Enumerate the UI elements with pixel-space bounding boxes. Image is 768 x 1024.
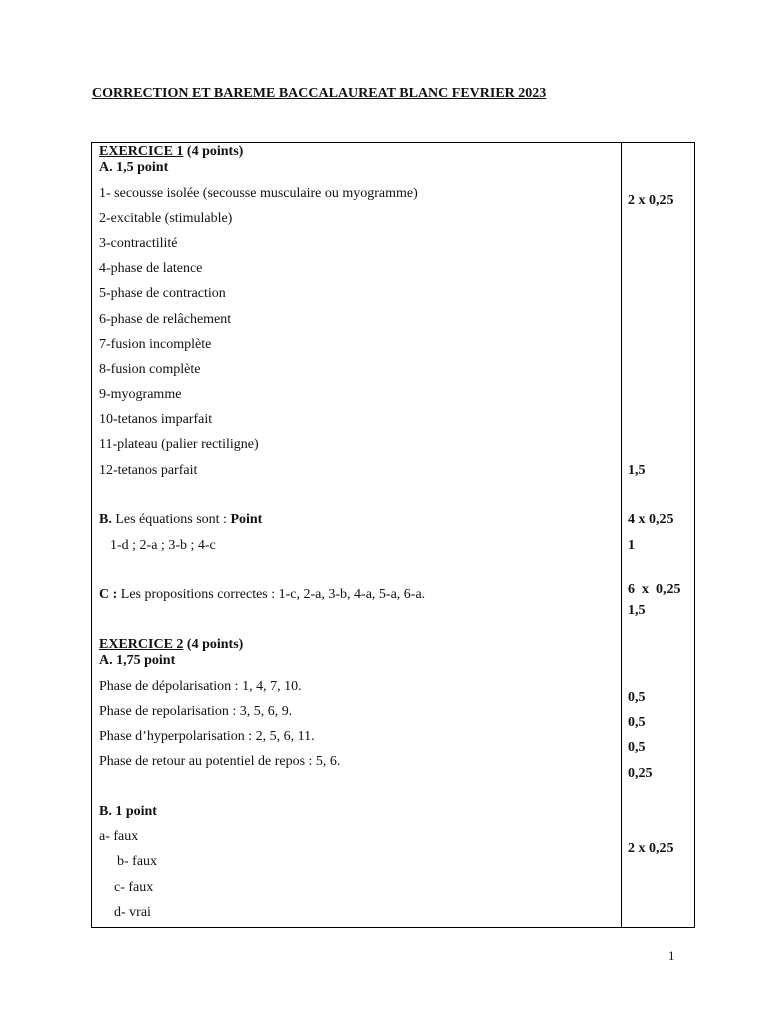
list-item: c- faux <box>114 880 154 895</box>
list-item: Phase de dépolarisation : 1, 4, 7, 10. <box>99 679 302 694</box>
list-item: 7-fusion incomplète <box>99 337 212 352</box>
part-b-text: Les équations sont : <box>111 512 231 527</box>
exercise-2-title: EXERCICE 2 <box>99 637 184 652</box>
list-item: 1- secousse isolée (secousse musculaire ou myogramme) <box>99 186 418 201</box>
exercise-1-part-b <box>99 512 262 528</box>
score-value: 1,5 <box>628 463 646 478</box>
exercise-2-part-a <box>99 653 175 669</box>
score-value: 0,5 <box>628 715 646 730</box>
exercise-1-title: EXERCICE 1 <box>99 144 184 159</box>
list-item: Phase de repolarisation : 3, 5, 6, 9. <box>99 704 293 719</box>
score-value: 1,5 <box>628 603 646 618</box>
exercise-2-part-b: B. 1 point <box>99 804 157 819</box>
score-value: 1 <box>628 538 635 553</box>
part-a-label: A <box>99 653 110 668</box>
part-c-label: C : <box>99 587 118 602</box>
score-value: 0,5 <box>628 690 646 705</box>
exercise-2-points: (4 points) <box>183 637 244 652</box>
list-item: Phase d’hyperpolarisation : 2, 5, 6, 11. <box>99 729 315 744</box>
part-b-label: B. <box>99 512 112 527</box>
list-item: 3-contractilité <box>99 236 178 251</box>
list-item: b- faux <box>117 854 158 869</box>
score-value: 2 x 0,25 <box>628 841 674 856</box>
list-item: 4-phase de latence <box>99 261 203 276</box>
exercise-1-part-a: A. 1,5 point <box>99 160 169 175</box>
part-a-text: . 1,75 point <box>109 653 176 668</box>
list-item: 10-tetanos imparfait <box>99 412 213 427</box>
list-item: Phase de retour au potentiel de repos : 5, 6. <box>99 754 341 769</box>
column-divider <box>621 142 622 928</box>
exercise-2-header <box>99 637 243 653</box>
grading-table <box>91 142 695 928</box>
list-item: 8-fusion complète <box>99 362 201 377</box>
part-b-answer: 1-d ; 2-a ; 3-b ; 4-c <box>110 538 216 553</box>
list-item: 6-phase de relâchement <box>99 312 232 327</box>
list-item: 2-excitable (stimulable) <box>99 211 233 226</box>
page-title: CORRECTION ET BAREME BACCALAUREAT BLANC FEVRIER 2023 <box>92 86 547 101</box>
score-value: 6 x 0,25 <box>628 582 681 597</box>
part-c-text: Les propositions correctes : 1-c, 2-a, 3-b, 4-a, 5-a, 6-a. <box>117 587 426 602</box>
exercise-1-part-c <box>99 587 425 603</box>
list-item: 12-tetanos parfait <box>99 463 198 478</box>
exercise-1-header <box>99 144 243 160</box>
page-number: 1 <box>668 948 675 963</box>
list-item: 11-plateau (palier rectiligne) <box>99 437 259 452</box>
score-value: 2 x 0,25 <box>628 193 674 208</box>
part-b-point: Point <box>230 512 263 527</box>
score-value: 4 x 0,25 <box>628 512 674 527</box>
list-item: a- faux <box>99 829 139 844</box>
exercise-1-points: (4 points) <box>183 144 244 159</box>
list-item: 9-myogramme <box>99 387 182 402</box>
list-item: 5-phase de contraction <box>99 286 226 301</box>
score-value: 0,25 <box>628 766 653 781</box>
score-value: 0,5 <box>628 740 646 755</box>
list-item: d- vrai <box>114 905 151 920</box>
